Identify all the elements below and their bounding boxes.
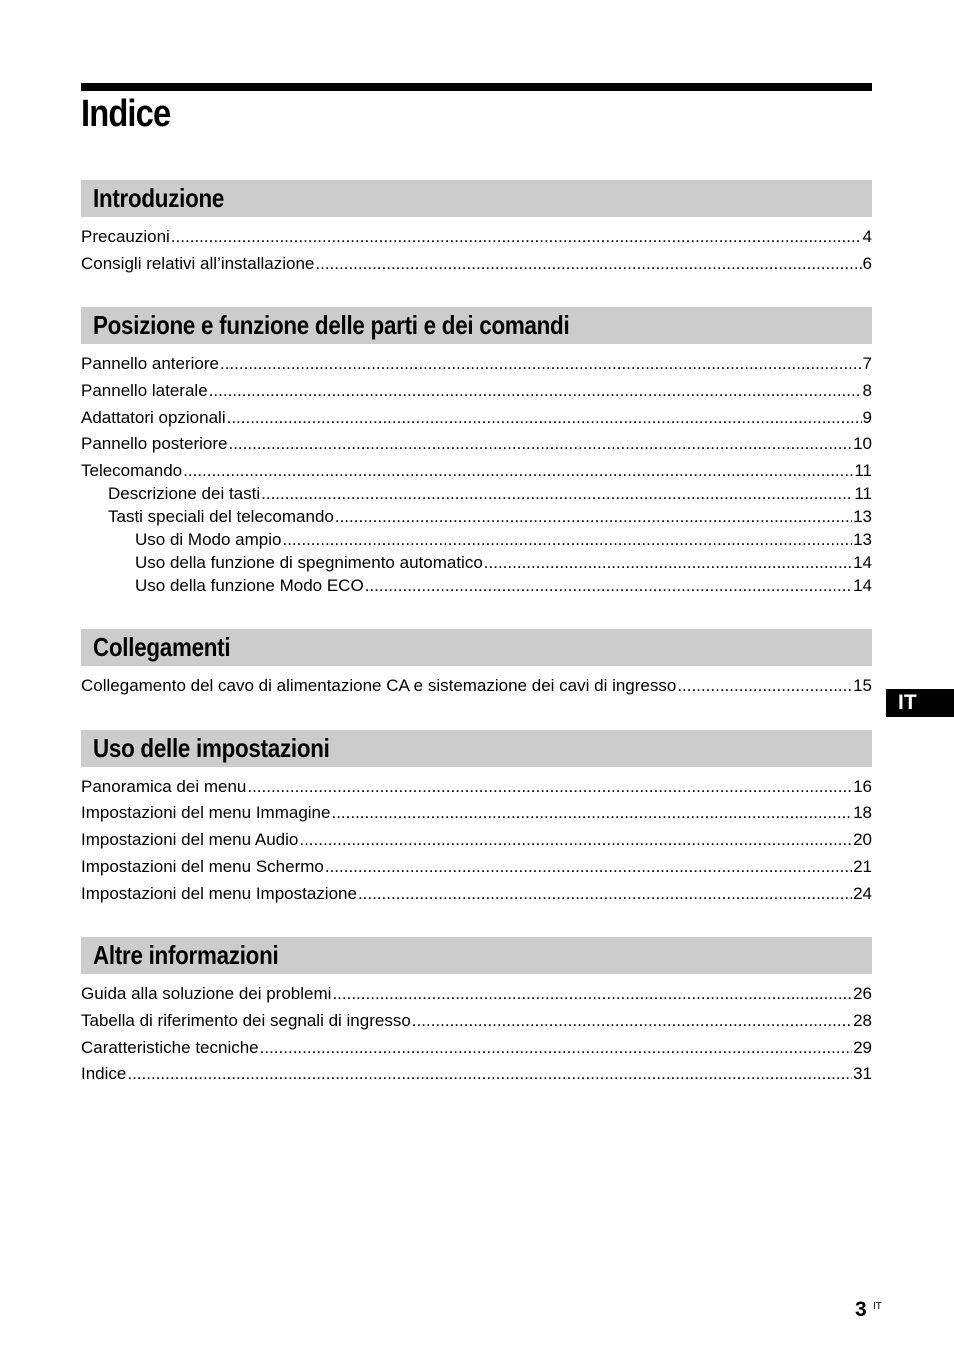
- page-number-suffix: IT: [873, 1301, 882, 1312]
- toc-entry-label: Uso della funzione Modo ECO: [135, 576, 364, 595]
- dot-leader: [677, 676, 852, 696]
- toc-entry[interactable]: [81, 381, 872, 401]
- language-tab: [886, 689, 954, 717]
- toc-entry-label: Panoramica dei menu: [81, 777, 247, 796]
- dot-leader: [282, 530, 852, 550]
- toc-entry-page: 13: [853, 530, 872, 549]
- dot-leader: [315, 254, 861, 274]
- toc-entry[interactable]: [81, 1011, 872, 1031]
- section-header-uso-impostazioni: [81, 730, 872, 767]
- toc-entry-page: 6: [862, 254, 872, 273]
- dot-leader: [220, 354, 862, 374]
- section-header-altre-informazioni: [81, 937, 872, 974]
- toc-entry-label: Caratteristiche tecniche: [81, 1038, 259, 1057]
- toc-entry-label: Uso di Modo ampio: [135, 530, 282, 549]
- toc-entry[interactable]: [81, 408, 872, 428]
- toc-subsubentry[interactable]: [135, 576, 872, 596]
- toc-entry-label: Tabella di riferimento dei segnali di ingresso: [81, 1011, 411, 1030]
- toc-entry-label: Pannello laterale: [81, 381, 208, 400]
- toc-entry-label: Impostazioni del menu Impostazione: [81, 884, 357, 903]
- toc-entry-label: Tasti speciali del telecomando: [108, 507, 334, 526]
- dot-leader: [228, 434, 852, 454]
- section-header-posizione: [81, 307, 872, 344]
- toc-entry[interactable]: [81, 254, 872, 274]
- toc-entry[interactable]: [81, 1064, 872, 1084]
- toc-entry-page: 7: [862, 354, 872, 373]
- toc-entry[interactable]: [81, 434, 872, 454]
- dot-leader: [484, 553, 852, 573]
- section-header-collegamenti: [81, 629, 872, 666]
- toc-entry[interactable]: [81, 803, 872, 823]
- dot-leader: [325, 857, 852, 877]
- toc-subentry[interactable]: [108, 507, 872, 527]
- toc-entry-page: 15: [853, 676, 872, 695]
- toc-entry[interactable]: [81, 984, 872, 1004]
- toc-entry-page: 9: [862, 408, 872, 427]
- section-heading: Introduzione: [93, 183, 225, 213]
- dot-leader: [299, 830, 852, 850]
- toc-subsubentry[interactable]: [135, 530, 872, 550]
- toc-entry-label: Descrizione dei tasti: [108, 484, 261, 503]
- dot-leader: [209, 381, 862, 401]
- toc-entry-label: Pannello posteriore: [81, 434, 228, 453]
- section-heading: Posizione e funzione delle parti e dei comandi: [93, 310, 570, 340]
- dot-leader: [331, 803, 852, 823]
- dot-leader: [227, 408, 862, 428]
- toc-entry[interactable]: [81, 354, 872, 374]
- dot-leader: [127, 1064, 852, 1084]
- dot-leader: [247, 777, 852, 797]
- toc-entry-label: Precauzioni: [81, 227, 170, 246]
- toc-entry-page: 28: [853, 1011, 872, 1030]
- section-header-introduzione: [81, 180, 872, 217]
- dot-leader: [412, 1011, 852, 1031]
- toc-entry-label: Impostazioni del menu Schermo: [81, 857, 324, 876]
- toc-entry[interactable]: [81, 1038, 872, 1058]
- dot-leader: [358, 884, 852, 904]
- toc-entry-label: Uso della funzione di spegnimento automatico: [135, 553, 483, 572]
- dot-leader: [335, 507, 852, 527]
- toc-subentry[interactable]: [108, 484, 872, 504]
- toc-entry[interactable]: [81, 857, 872, 877]
- toc-entry-page: 29: [853, 1038, 872, 1057]
- dot-leader: [332, 984, 852, 1004]
- toc-entry[interactable]: [81, 227, 872, 247]
- toc-entry-page: 24: [853, 884, 872, 903]
- toc-entry-page: 14: [853, 576, 872, 595]
- toc-entry-page: 20: [853, 830, 872, 849]
- toc-entry-label: Telecomando: [81, 461, 183, 480]
- toc-entry-page: 14: [853, 553, 872, 572]
- toc-entry-page: 11: [854, 461, 872, 480]
- toc-entry-label: Consigli relativi all’installazione: [81, 254, 315, 273]
- dot-leader: [260, 1038, 852, 1058]
- toc-entry-label: Indice: [81, 1064, 127, 1083]
- dot-leader: [365, 576, 852, 596]
- page-number: 3: [855, 1298, 867, 1321]
- toc-entry-page: 26: [853, 984, 872, 1003]
- toc-entry-label: Guida alla soluzione dei problemi: [81, 984, 332, 1003]
- toc-entry[interactable]: [81, 461, 872, 481]
- section-heading: Collegamenti: [93, 632, 231, 662]
- section-heading: Uso delle impostazioni: [93, 733, 330, 763]
- toc-entry-page: 10: [853, 434, 872, 453]
- toc-entry-page: 11: [854, 484, 872, 503]
- toc-entry-page: 4: [862, 227, 872, 246]
- toc-entry-label: Pannello anteriore: [81, 354, 219, 373]
- toc-entry-page: 8: [862, 381, 872, 400]
- toc-entry[interactable]: [81, 777, 872, 797]
- toc-entry[interactable]: [81, 676, 872, 696]
- toc-entry-page: 13: [853, 507, 872, 526]
- section-heading: Altre informazioni: [93, 940, 279, 970]
- page-title: Indice: [81, 93, 171, 135]
- toc-entry-label: Collegamento del cavo di alimentazione CA e sistemazione dei cavi di ingresso: [81, 676, 677, 695]
- toc-subsubentry[interactable]: [135, 553, 872, 573]
- dot-leader: [261, 484, 853, 504]
- toc-entry-page: 31: [853, 1064, 872, 1083]
- dot-leader: [183, 461, 853, 481]
- toc-entry-page: 16: [853, 777, 872, 796]
- dot-leader: [171, 227, 862, 247]
- language-tab-label: IT: [898, 691, 917, 714]
- toc-entry[interactable]: [81, 830, 872, 850]
- toc-entry[interactable]: [81, 884, 872, 904]
- toc-entry-label: Adattatori opzionali: [81, 408, 226, 427]
- toc-entry-page: 18: [853, 803, 872, 822]
- top-rule: [81, 83, 872, 91]
- toc-entry-label: Impostazioni del menu Immagine: [81, 803, 331, 822]
- toc-entry-label: Impostazioni del menu Audio: [81, 830, 299, 849]
- toc-entry-page: 21: [853, 857, 872, 876]
